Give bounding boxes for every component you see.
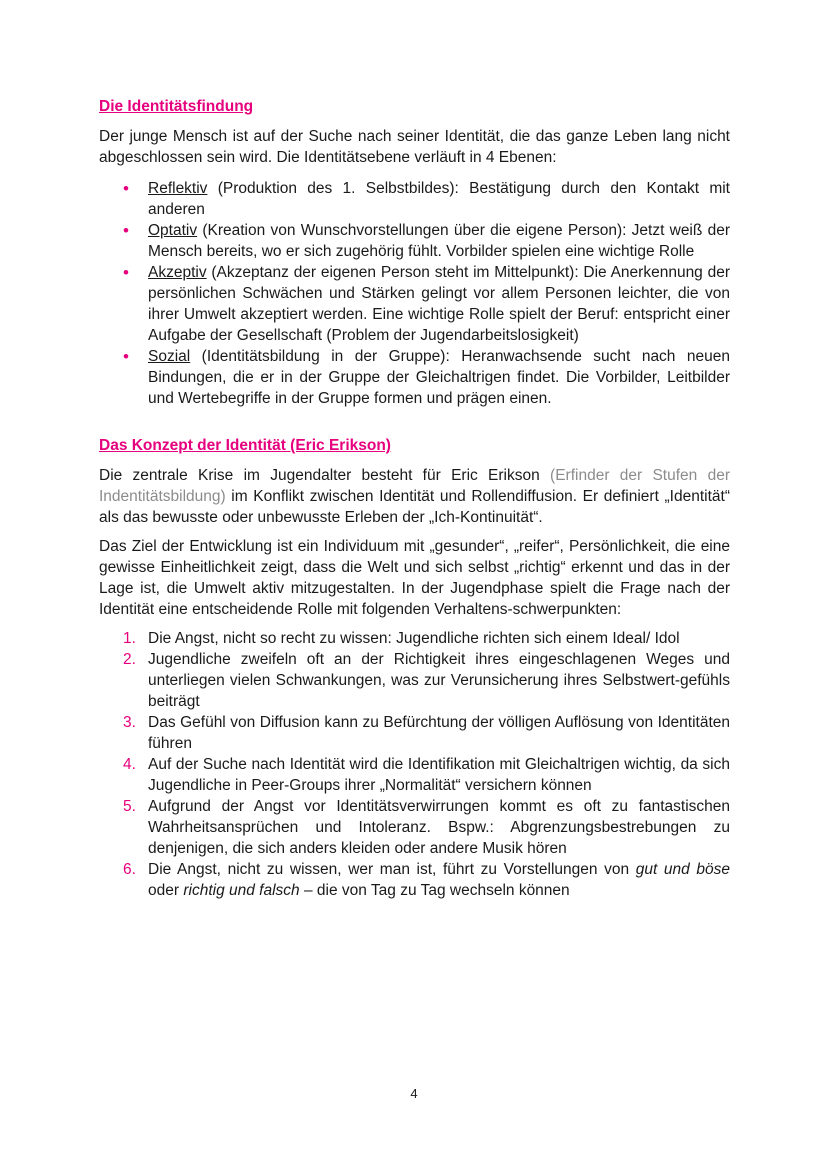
text-run: im Konflikt zwischen Identität und Rollendiffusion. Er definiert „Identität“ als das bewusste oder unbewusste Erleben der „Ich-Kontinuität“. — [99, 488, 730, 526]
term: Reflektiv — [148, 180, 208, 197]
page-number: 4 — [410, 1086, 418, 1101]
bullet-icon: • — [123, 179, 129, 198]
list-number: 6. — [123, 861, 136, 878]
text-run: – die von Tag zu Tag wechseln können — [299, 882, 570, 899]
erikson-paragraph — [99, 465, 730, 528]
list-item — [99, 346, 730, 409]
list-item — [99, 178, 730, 220]
item-text: (Kreation von Wunschvorstellungen über die eigene Person): Jetzt weiß der Mensch bereits, wo er sich zugehörig fühlt. Vorbilder spielen eine wichtige Rolle — [148, 222, 730, 260]
list-number: 2. — [123, 651, 136, 668]
list-item — [99, 262, 730, 346]
list-item — [99, 754, 730, 796]
item-text: (Akzeptanz der eigenen Person steht im Mittelpunkt): Die Anerkennung der persönlichen Schwächen und Stärken gelingt vor allem Personen leichter, die von ihrer Umwelt akzeptiert werden. Eine wichtige Rolle spielt der Beruf: entspricht einer Aufgabe der Gesellschaft (Problem der Jugendarbeitslosigkeit) — [148, 264, 730, 344]
item-text: Aufgrund der Angst vor Identitätsverwirrungen kommt es oft zu fantastischen Wahrheitsansprüchen und Intoleranz. Bspw.: Abgrenzungsbestrebungen zu denjenigen, die sich anders kleiden oder andere Musik hören — [148, 798, 730, 857]
annotation-gray: (Erfinder der Stufen der Indentitätsbildung) — [99, 467, 730, 505]
list-number: 4. — [123, 756, 136, 773]
list-item — [99, 859, 730, 901]
bullet-icon: • — [123, 263, 129, 282]
list-number: 1. — [123, 630, 136, 647]
behaviour-list — [99, 628, 730, 901]
list-item — [99, 649, 730, 712]
list-number: 5. — [123, 798, 136, 815]
text-run: Die zentrale Krise im Jugendalter besteht für Eric Erikson — [99, 467, 551, 484]
intro-paragraph: Der junge Mensch ist auf der Suche nach seiner Identität, die das ganze Leben lang nicht abgeschlossen sein wird. Die Identitätsebene verläuft in 4 Ebenen: — [99, 128, 730, 166]
text-run: Die Angst, nicht zu wissen, wer man ist, führt zu Vorstellungen von — [148, 861, 636, 878]
item-text: Die Angst, nicht so recht zu wissen: Jugendliche richten sich einem Ideal/ Idol — [148, 630, 680, 647]
section-heading-konzept: Das Konzept der Identität (Eric Erikson) — [99, 437, 391, 454]
list-item — [99, 628, 730, 649]
list-item — [99, 712, 730, 754]
item-text: (Identitätsbildung in der Gruppe): Heranwachsende sucht nach neuen Bindungen, die er in der Gruppe der Gleichaltrigen findet. Die Vorbilder, Leitbilder und Wertebegriffe in der Gruppe formen und prägen einen. — [148, 348, 730, 407]
item-text: (Produktion des 1. Selbstbildes): Bestätigung durch den Kontakt mit anderen — [148, 180, 730, 218]
text-run: oder — [148, 882, 184, 899]
item-text: Auf der Suche nach Identität wird die Identifikation mit Gleichaltrigen wichtig, da sich Jugendliche in Peer-Groups ihrer „Normalität“ versichern können — [148, 756, 730, 794]
goal-paragraph: Das Ziel der Entwicklung ist ein Individuum mit „gesunder“, „reifer“, Persönlichkeit, die eine gewisse Einheitlichkeit zeigt, dass die Welt und sich selbst „richtig“ erkennt und das in der Lage ist, die Umwelt aktiv mitzugestalten. In der Jugendphase spielt die Frage nach der Identität eine entscheidende Rolle mit folgenden Verhaltens-schwerpunkten: — [99, 538, 730, 618]
item-text: Das Gefühl von Diffusion kann zu Befürchtung der völligen Auflösung von Identitäten führen — [148, 714, 730, 752]
bullet-icon: • — [123, 221, 129, 240]
section-heading-identitaetsfindung: Die Identitätsfindung — [99, 98, 254, 115]
term: Sozial — [148, 348, 191, 365]
italic-text: richtig und falsch — [183, 882, 300, 899]
item-text: Jugendliche zweifeln oft an der Richtigkeit ihres eingeschlagenen Weges und unterliegen vielen Schwankungen, was zur Verunsicherung ihres Selbstwert-gefühls beiträgt — [148, 651, 730, 710]
identity-levels-list — [99, 178, 730, 409]
bullet-icon: • — [123, 347, 129, 366]
term: Akzeptiv — [148, 264, 207, 281]
term: Optativ — [148, 222, 198, 239]
document-page — [99, 96, 730, 901]
list-item — [99, 796, 730, 859]
list-number: 3. — [123, 714, 136, 731]
section-spacer — [99, 409, 730, 435]
list-item — [99, 220, 730, 262]
italic-text: gut und böse — [635, 861, 730, 878]
